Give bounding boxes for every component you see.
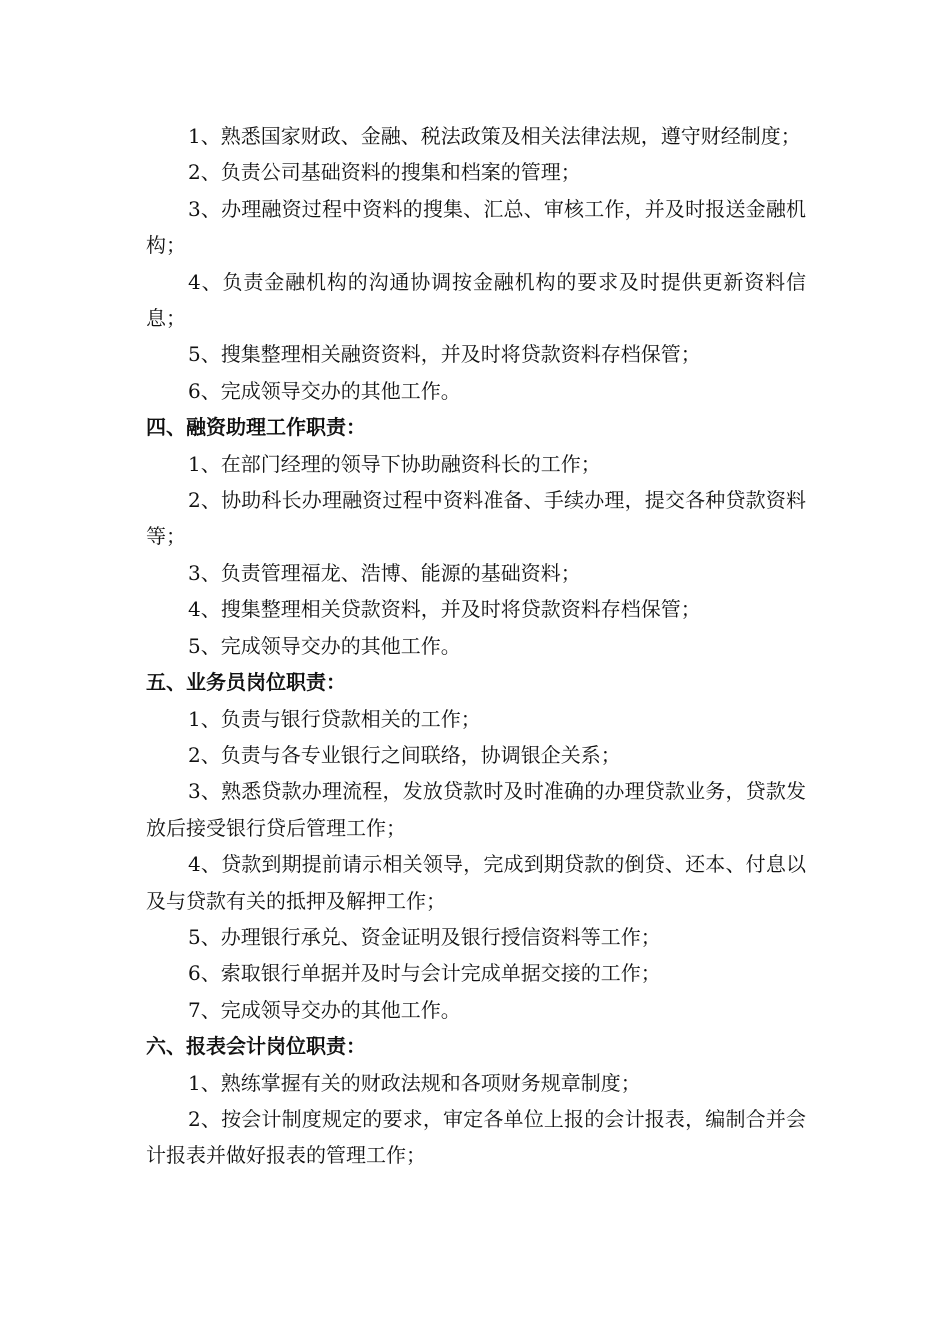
paragraph: 2、负责与各专业银行之间联络，协调银企关系； (188, 742, 621, 767)
paragraph: 3、负责管理福龙、浩博、能源的基础资料； (188, 560, 581, 585)
paragraph: 6、完成领导交办的其他工作。 (188, 378, 461, 403)
paragraph: 1、负责与银行贷款相关的工作； (188, 706, 481, 731)
paragraph: 2、负责公司基础资料的搜集和档案的管理； (188, 160, 581, 185)
paragraph: 5、完成领导交办的其他工作。 (188, 633, 461, 658)
paragraph: 1、熟练掌握有关的财政法规和各项财务规章制度； (188, 1070, 641, 1095)
paragraph: 2、协助科长办理融资过程中资料准备、手续办理，提交各种贷款资料等； (146, 488, 806, 549)
section-heading: 五、业务员岗位职责： (146, 670, 346, 695)
paragraph: 5、办理银行承兑、资金证明及银行授信资料等工作； (188, 924, 661, 949)
paragraph: 5、搜集整理相关融资资料，并及时将贷款资料存档保管； (188, 342, 701, 367)
paragraph: 3、办理融资过程中资料的搜集、汇总、审核工作，并及时报送金融机构； (146, 196, 806, 258)
paragraph: 4、负责金融机构的沟通协调按金融机构的要求及时提供更新资料信息； (146, 269, 806, 331)
paragraph: 7、完成领导交办的其他工作。 (188, 997, 461, 1022)
document-body (146, 118, 806, 1174)
section-heading: 六、报表会计岗位职责： (146, 1034, 366, 1059)
paragraph: 1、在部门经理的领导下协助融资科长的工作； (188, 451, 601, 476)
paragraph: 3、熟悉贷款办理流程，发放贷款时及时准确的办理贷款业务，贷款发放后接受银行贷后管理工作； (146, 779, 806, 840)
paragraph: 4、搜集整理相关贷款资料，并及时将贷款资料存档保管； (188, 597, 701, 622)
paragraph: 2、按会计制度规定的要求，审定各单位上报的会计报表，编制合并会计报表并做好报表的管理工作； (146, 1106, 806, 1168)
section-heading: 四、融资助理工作职责： (146, 415, 366, 440)
paragraph: 6、索取银行单据并及时与会计完成单据交接的工作； (188, 961, 661, 986)
paragraph: 4、贷款到期提前请示相关领导，完成到期贷款的倒贷、还本、付息以及与贷款有关的抵押及解押工作； (146, 852, 806, 913)
paragraph: 1、熟悉国家财政、金融、税法政策及相关法律法规，遵守财经制度； (188, 124, 801, 148)
